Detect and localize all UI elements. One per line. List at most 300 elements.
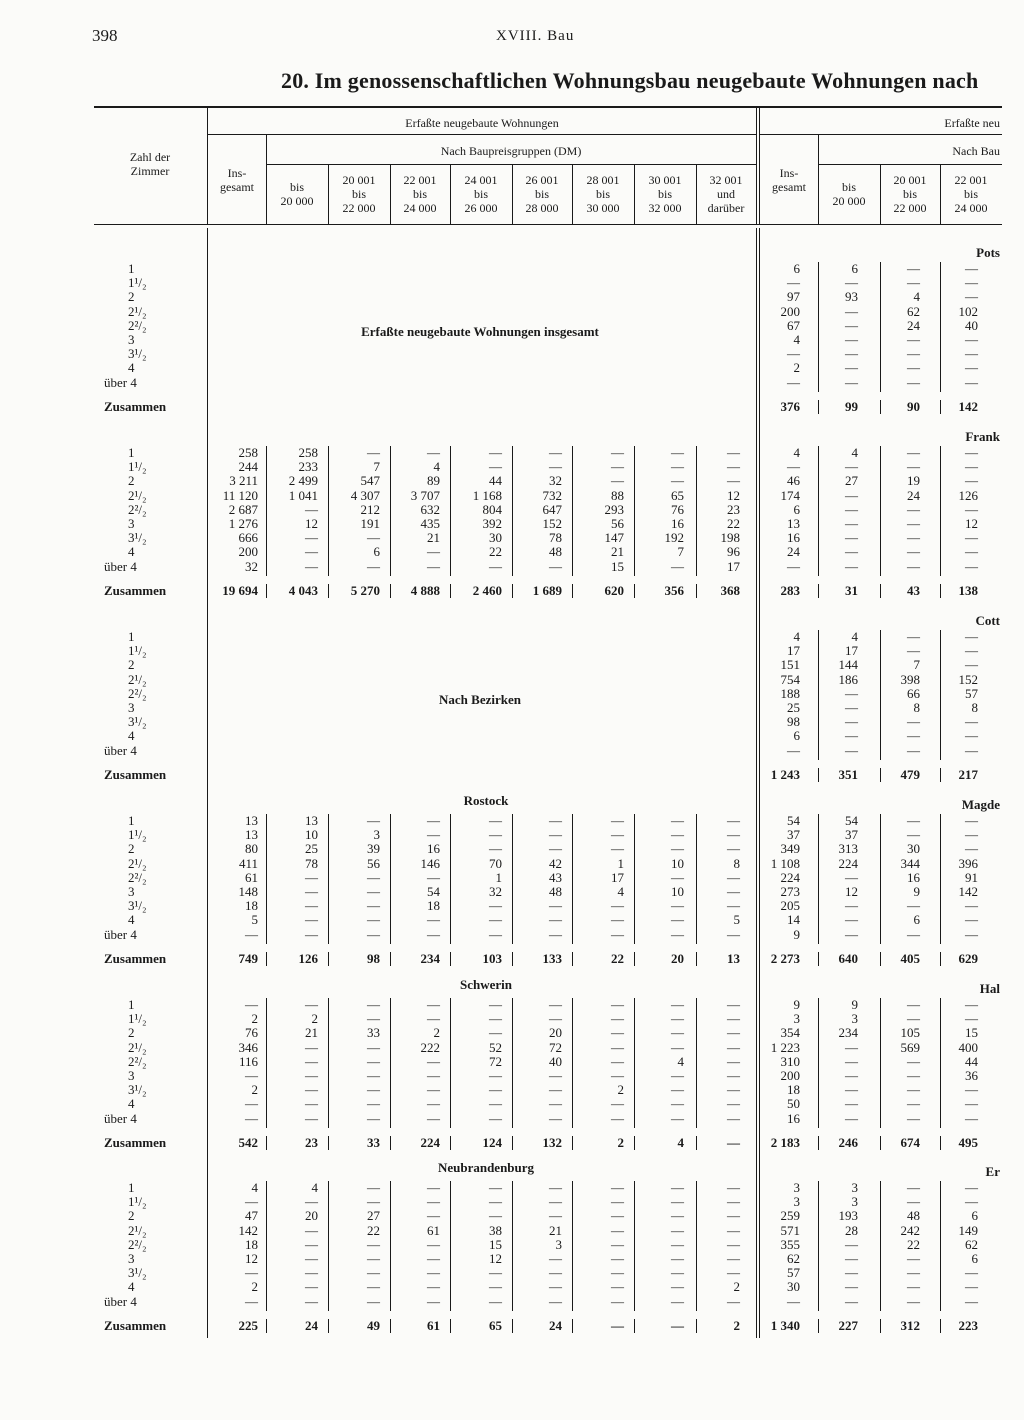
block-5-cell: —: [611, 1208, 624, 1224]
block-1-cell: —: [611, 473, 624, 489]
block-2-right-cell: —: [787, 742, 800, 758]
block-1-cell: 23: [727, 501, 740, 517]
block-4-cell: —: [727, 997, 740, 1012]
block-1-row-label: 2¹/₂: [128, 487, 147, 503]
block-3-cell: 70: [489, 855, 502, 871]
header-right-col-0: Ins- gesamt: [772, 166, 806, 194]
block-0-right-title: Pots: [976, 245, 1000, 260]
block-4-right-total-cell: 2 183: [770, 1134, 800, 1150]
block-5-cell: —: [489, 1293, 502, 1309]
header-left-group: Erfaßte neugebaute Wohnungen: [405, 116, 559, 130]
block-5-cell: 61: [427, 1222, 440, 1238]
block-3-row-label: über 4: [104, 926, 137, 942]
block-5-right-cell: 22: [907, 1236, 920, 1252]
block-5-cell: 47: [245, 1208, 258, 1224]
block-4-cell: 346: [238, 1039, 258, 1055]
block-5-cell: —: [611, 1180, 624, 1195]
block-4-cell: —: [305, 1082, 318, 1098]
block-1-row-label: 1¹/₂: [128, 459, 147, 475]
block-3-col-divider-4: [512, 814, 513, 944]
block-4-cell: 2: [311, 1011, 318, 1027]
block-3-right-cell: 349: [780, 841, 800, 857]
block-3-cell: —: [727, 898, 740, 914]
block-3-total-divider-5: [572, 952, 573, 966]
block-4-right-cell: 9: [851, 997, 858, 1012]
block-2-right-cell: 17: [787, 643, 800, 659]
block-1-row-label: 3: [128, 516, 135, 531]
block-2-right-cell: 25: [787, 700, 800, 715]
block-0-right-cell: —: [845, 332, 858, 347]
block-4-row-label: 2²/₂: [128, 1053, 147, 1069]
block-1-cell: 16: [671, 516, 684, 531]
block-5-cell: —: [611, 1265, 624, 1281]
block-3-cell: —: [489, 813, 502, 828]
block-3-cell: 39: [367, 841, 380, 857]
block-1-total-cell: 4 888: [410, 582, 440, 598]
block-2-right-divider-2: [940, 630, 941, 760]
block-5-row-label: 1: [128, 1180, 135, 1195]
block-5-total-divider-1: [328, 1319, 329, 1333]
block-1-col-divider-7: [696, 446, 697, 576]
block-3-total-cell: 103: [482, 950, 502, 966]
block-3-cell: —: [671, 926, 684, 942]
block-1-right-divider-0: [818, 446, 819, 576]
block-5-cell: —: [367, 1251, 380, 1266]
block-3-cell: 8: [733, 855, 740, 871]
block-0-right-cell: 6: [793, 261, 800, 276]
block-4-cell: —: [367, 1011, 380, 1027]
block-4-right-cell: 200: [780, 1068, 800, 1083]
block-3-right-cell: 344: [900, 855, 920, 871]
block-3-col-divider-2: [390, 814, 391, 944]
block-4-right-divider-1: [880, 998, 881, 1128]
block-2-right-cell: 6: [793, 728, 800, 744]
block-1-row-label: über 4: [104, 558, 137, 574]
block-4-right-cell: 9: [793, 997, 800, 1012]
block-0-right-cell: —: [787, 346, 800, 362]
block-0-right-total-cell: 90: [907, 398, 920, 414]
block-5-total-cell: 61: [427, 1317, 440, 1333]
block-4-total-divider-2: [390, 1136, 391, 1150]
block-3-cell: —: [727, 869, 740, 885]
block-5-cell: —: [367, 1279, 380, 1295]
block-5-right-cell: 6: [971, 1251, 978, 1266]
header-left-col-7: 30 001 bis 32 000: [648, 173, 682, 215]
block-1-right-cell: 13: [787, 516, 800, 531]
block-3-cell: 411: [238, 855, 258, 871]
block-5-right-cell: 28: [845, 1222, 858, 1238]
block-5-cell: —: [427, 1251, 440, 1266]
block-1-total-divider-1: [328, 584, 329, 598]
block-3-right-cell: 205: [780, 898, 800, 914]
block-2-right-cell: 754: [780, 671, 800, 687]
block-4-right-cell: 36: [965, 1068, 978, 1083]
block-5-cell: —: [245, 1194, 258, 1210]
block-3-cell: —: [427, 869, 440, 885]
block-1-cell: 88: [611, 487, 624, 503]
block-0-right-total-divider-1: [880, 400, 881, 414]
block-0-right-cell: 62: [907, 303, 920, 319]
block-0-right-cell: 67: [787, 317, 800, 333]
header-right-col-2: 20 001 bis 22 000: [893, 173, 927, 215]
rule-top: [94, 106, 1002, 108]
block-1-right-cell: 27: [845, 473, 858, 489]
block-5-total-divider-2: [390, 1319, 391, 1333]
block-1-cell: 244: [238, 459, 258, 475]
block-4-right-total-divider-2: [940, 1136, 941, 1150]
block-3-cell: 5: [733, 912, 740, 928]
block-3-cell: 13: [305, 813, 318, 828]
block-3-cell: 4: [617, 884, 624, 899]
block-1-cell: 12: [727, 487, 740, 503]
block-5-cell: —: [671, 1208, 684, 1224]
block-4-cell: —: [427, 1082, 440, 1098]
block-1-right-cell: —: [907, 516, 920, 531]
block-4-col-divider-1: [328, 998, 329, 1128]
block-2-right-cell: —: [907, 629, 920, 644]
block-2-right-cell: 151: [780, 657, 800, 673]
block-5-cell: —: [305, 1236, 318, 1252]
block-4-right-cell: 310: [780, 1053, 800, 1069]
block-4-cell: —: [727, 1082, 740, 1098]
block-3-cell: —: [727, 884, 740, 899]
block-4-right-cell: 50: [787, 1096, 800, 1112]
block-1-cell: —: [671, 459, 684, 475]
block-5-row-label: 1¹/₂: [128, 1194, 147, 1210]
block-5-cell: —: [489, 1194, 502, 1210]
block-0-right-cell: 2: [793, 360, 800, 376]
block-3-row-label: 1¹/₂: [128, 827, 147, 843]
block-5-cell: —: [427, 1279, 440, 1295]
block-5-cell: —: [427, 1208, 440, 1224]
block-1-cell: 32: [245, 558, 258, 574]
block-5-cell: —: [367, 1194, 380, 1210]
block-5-cell: —: [727, 1194, 740, 1210]
block-5-right-cell: 3: [851, 1194, 858, 1210]
block-3-total-divider-0: [266, 952, 267, 966]
block-4-cell: —: [549, 1068, 562, 1083]
block-3-cell: —: [671, 827, 684, 843]
block-4-cell: —: [245, 1068, 258, 1083]
block-1-total-cell: 19 694: [222, 582, 258, 598]
block-3-right-cell: —: [845, 926, 858, 942]
block-3-cell: —: [727, 841, 740, 857]
block-0-right-cell: 93: [845, 289, 858, 305]
block-4-right-cell: —: [907, 1068, 920, 1083]
block-2-row-label: 2¹/₂: [128, 671, 147, 687]
block-4-total-cell: 2: [617, 1134, 624, 1150]
block-5-cell: —: [671, 1236, 684, 1252]
block-1-cell: —: [489, 459, 502, 475]
block-4-col-divider-5: [572, 998, 573, 1128]
block-1-cell: —: [305, 530, 318, 546]
block-4-right-cell: 354: [780, 1025, 800, 1041]
block-3-right-cell: 9: [793, 926, 800, 942]
block-1-cell: 4 307: [350, 487, 380, 503]
block-5-cell: 12: [245, 1251, 258, 1266]
block-5-cell: —: [305, 1222, 318, 1238]
body-divider-mid-a: [756, 228, 757, 1338]
block-3-cell: —: [305, 912, 318, 928]
block-3-cell: —: [611, 841, 624, 857]
block-3-right-cell: 54: [787, 813, 800, 828]
block-5-right-cell: —: [907, 1265, 920, 1281]
block-5-cell: —: [611, 1293, 624, 1309]
header-col-divider-9: [756, 107, 757, 224]
block-4-right-total-cell: 246: [838, 1134, 858, 1150]
block-1-cell: 44: [489, 473, 502, 489]
block-1-col-divider-6: [634, 446, 635, 576]
block-1-total-cell: 368: [720, 582, 740, 598]
block-1-cell: 233: [298, 459, 318, 475]
block-4-cell: —: [305, 1096, 318, 1112]
block-0-row-label: 1: [128, 261, 135, 276]
block-1-right-cell: —: [965, 544, 978, 560]
block-3-total-cell: 98: [367, 950, 380, 966]
block-3-cell: 5: [251, 912, 258, 928]
block-1-total-cell: 2 460: [472, 582, 502, 598]
block-3-total-cell: 749: [238, 950, 258, 966]
block-4-row-label: 3: [128, 1068, 135, 1083]
block-4-cell: 116: [238, 1053, 258, 1069]
block-5-right-cell: 149: [958, 1222, 978, 1238]
block-5-cell: —: [489, 1265, 502, 1281]
block-5-cell: 22: [367, 1222, 380, 1238]
block-3-total-cell: 13: [727, 950, 740, 966]
block-5-total-divider-6: [634, 1319, 635, 1333]
block-0-right-cell: —: [845, 360, 858, 376]
block-3-cell: —: [611, 827, 624, 843]
block-1-right-cell: —: [845, 459, 858, 475]
block-3-cell: —: [367, 884, 380, 899]
block-1-cell: 4: [433, 459, 440, 475]
block-5-total-cell: 2: [733, 1317, 740, 1333]
block-4-cell: —: [727, 1039, 740, 1055]
block-3-cell: —: [367, 912, 380, 928]
block-4-row-label: 4: [128, 1096, 135, 1112]
block-4-right-cell: 16: [787, 1110, 800, 1126]
block-1-cell: 21: [427, 530, 440, 546]
block-1-cell: 547: [360, 473, 380, 489]
block-3-cell: —: [427, 813, 440, 828]
block-1-right-cell: —: [907, 501, 920, 517]
block-3-cell: 48: [549, 884, 562, 899]
block-1-right-cell: 4: [851, 445, 858, 460]
block-1-right-total-cell: 31: [845, 582, 858, 598]
block-4-right-cell: —: [845, 1110, 858, 1126]
block-1-right-cell: 24: [787, 544, 800, 560]
block-3-cell: —: [549, 926, 562, 942]
block-3-cell: —: [611, 898, 624, 914]
block-1-right-total-divider-0: [818, 584, 819, 598]
block-3-cell: —: [489, 841, 502, 857]
block-1-right-cell: 19: [907, 473, 920, 489]
block-1-total-divider-6: [634, 584, 635, 598]
block-4-cell: 2: [617, 1082, 624, 1098]
block-5-right-divider-0: [818, 1181, 819, 1311]
block-1-cell: 732: [542, 487, 562, 503]
block-1-cell: —: [427, 544, 440, 560]
block-4-cell: —: [549, 1011, 562, 1027]
block-3-cell: 32: [489, 884, 502, 899]
block-5-total-divider-0: [266, 1319, 267, 1333]
block-1-right-total-cell: 283: [780, 582, 800, 598]
block-3-right-cell: 6: [913, 912, 920, 928]
block-3-cell: 61: [245, 869, 258, 885]
block-1-cell: 11 120: [222, 487, 258, 503]
block-1-right-cell: —: [965, 558, 978, 574]
block-4-cell: —: [489, 1096, 502, 1112]
block-2-right-total-divider-1: [880, 768, 881, 782]
block-5-cell: —: [549, 1208, 562, 1224]
block-1-right-cell: 174: [780, 487, 800, 503]
block-5-right-cell: —: [965, 1279, 978, 1295]
block-3-total-divider-6: [634, 952, 635, 966]
block-1-right-total-divider-2: [940, 584, 941, 598]
block-5-cell: —: [611, 1222, 624, 1238]
block-4-cell: —: [245, 1110, 258, 1126]
block-4-cell: —: [367, 997, 380, 1012]
block-1-cell: 435: [420, 516, 440, 531]
block-4-cell: —: [427, 1110, 440, 1126]
block-3-cell: 43: [549, 869, 562, 885]
block-5-cell: —: [727, 1236, 740, 1252]
block-3-right-cell: 37: [845, 827, 858, 843]
block-2-right-total-cell: 479: [900, 766, 920, 782]
block-1-total-divider-3: [450, 584, 451, 598]
block-0-right-cell: —: [965, 261, 978, 276]
block-3-cell: 13: [245, 827, 258, 843]
block-1-cell: 22: [489, 544, 502, 560]
block-5-cell: 2: [251, 1279, 258, 1295]
block-4-total-cell: —: [727, 1134, 740, 1150]
block-1-col-divider-3: [450, 446, 451, 576]
block-3-right-cell: —: [965, 898, 978, 914]
block-4-cell: —: [727, 1025, 740, 1041]
block-4-total-divider-5: [572, 1136, 573, 1150]
block-3-right-total-divider-1: [880, 952, 881, 966]
block-4-col-divider-4: [512, 998, 513, 1128]
block-0-right-cell: 6: [851, 261, 858, 276]
block-1-cell: —: [305, 501, 318, 517]
block-3-cell: 10: [305, 827, 318, 843]
block-1-cell: 666: [238, 530, 258, 546]
block-2-row-label: 3¹/₂: [128, 714, 147, 730]
block-5-right-cell: —: [845, 1293, 858, 1309]
block-2-right-cell: —: [845, 700, 858, 715]
block-5-cell: —: [367, 1236, 380, 1252]
block-4-cell: —: [245, 1096, 258, 1112]
block-0-right-cell: —: [965, 346, 978, 362]
block-1-row-label: 1: [128, 445, 135, 460]
block-2-right-cell: 4: [793, 629, 800, 644]
block-3-row-label: 1: [128, 813, 135, 828]
block-5-cell: 20: [305, 1208, 318, 1224]
block-3-right-cell: 1 108: [770, 855, 800, 871]
header-left-col-6: 28 001 bis 30 000: [586, 173, 620, 215]
block-4-cell: —: [367, 1082, 380, 1098]
block-1-cell: 3 707: [410, 487, 440, 503]
block-1-cell: 30: [489, 530, 502, 546]
block-2-right-cell: 17: [845, 643, 858, 659]
block-3-total-cell: 20: [671, 950, 684, 966]
block-4-row-label: 2¹/₂: [128, 1039, 147, 1055]
block-1-cell: —: [367, 530, 380, 546]
block-4-right-cell: —: [845, 1068, 858, 1083]
block-5-right-cell: 193: [838, 1208, 858, 1224]
block-3-right-cell: 313: [838, 841, 858, 857]
block-1-right-cell: 12: [965, 516, 978, 531]
block-4-cell: —: [727, 1053, 740, 1069]
block-3-right-total-divider-0: [818, 952, 819, 966]
block-3-right-cell: 14: [787, 912, 800, 928]
block-3-cell: 25: [305, 841, 318, 857]
block-3-right-cell: —: [845, 912, 858, 928]
block-4-cell: —: [305, 1053, 318, 1069]
block-5-right-total-divider-0: [818, 1319, 819, 1333]
block-2-right-cell: 7: [913, 657, 920, 673]
block-4-cell: —: [671, 1039, 684, 1055]
block-0-right-cell: —: [845, 275, 858, 291]
block-4-cell: —: [427, 1068, 440, 1083]
block-1-right-cell: —: [907, 459, 920, 475]
block-2-right-cell: —: [907, 714, 920, 730]
block-3-cell: —: [367, 813, 380, 828]
block-3-total-divider-4: [512, 952, 513, 966]
block-1-cell: 632: [420, 501, 440, 517]
block-4-cell: 52: [489, 1039, 502, 1055]
block-5-right-cell: 57: [787, 1265, 800, 1281]
block-5-total-divider-7: [696, 1319, 697, 1333]
block-4-cell: —: [611, 997, 624, 1012]
block-1-total-divider-7: [696, 584, 697, 598]
block-4-right-cell: 3: [851, 1011, 858, 1027]
block-3-right-cell: —: [907, 813, 920, 828]
block-4-col-divider-3: [450, 998, 451, 1128]
block-4-cell: 2: [251, 1082, 258, 1098]
block-1-right-cell: 4: [793, 445, 800, 460]
block-3-right-cell: 30: [907, 841, 920, 857]
block-1-cell: 1 168: [472, 487, 502, 503]
block-3-cell: 42: [549, 855, 562, 871]
block-1-cell: 78: [549, 530, 562, 546]
block-5-right-cell: —: [907, 1293, 920, 1309]
block-5-cell: —: [367, 1180, 380, 1195]
block-3-right-cell: 54: [845, 813, 858, 828]
block-3-col-divider-1: [328, 814, 329, 944]
block-3-cell: 1: [495, 869, 502, 885]
block-4-right-cell: —: [845, 1096, 858, 1112]
block-5-col-divider-6: [634, 1181, 635, 1311]
block-4-cell: —: [671, 997, 684, 1012]
block-2-row-label: über 4: [104, 742, 137, 758]
block-5-right-cell: 62: [965, 1236, 978, 1252]
block-1-cell: 147: [604, 530, 624, 546]
block-2-right-cell: 144: [838, 657, 858, 673]
block-4-right-cell: —: [907, 1011, 920, 1027]
block-5-total-cell: 24: [549, 1317, 562, 1333]
block-0-row-label: 3¹/₂: [128, 346, 147, 362]
block-2-right-cell: 152: [958, 671, 978, 687]
block-4-total-label: Zusammen: [104, 1134, 167, 1150]
block-3-cell: —: [671, 813, 684, 828]
block-1-row-label: 2: [128, 473, 135, 489]
block-1-right-cell: 16: [787, 530, 800, 546]
block-4-right-cell: 15: [965, 1025, 978, 1041]
block-4-right-cell: 44: [965, 1053, 978, 1069]
block-4-total-divider-3: [450, 1136, 451, 1150]
block-3-row-label: 3¹/₂: [128, 898, 147, 914]
